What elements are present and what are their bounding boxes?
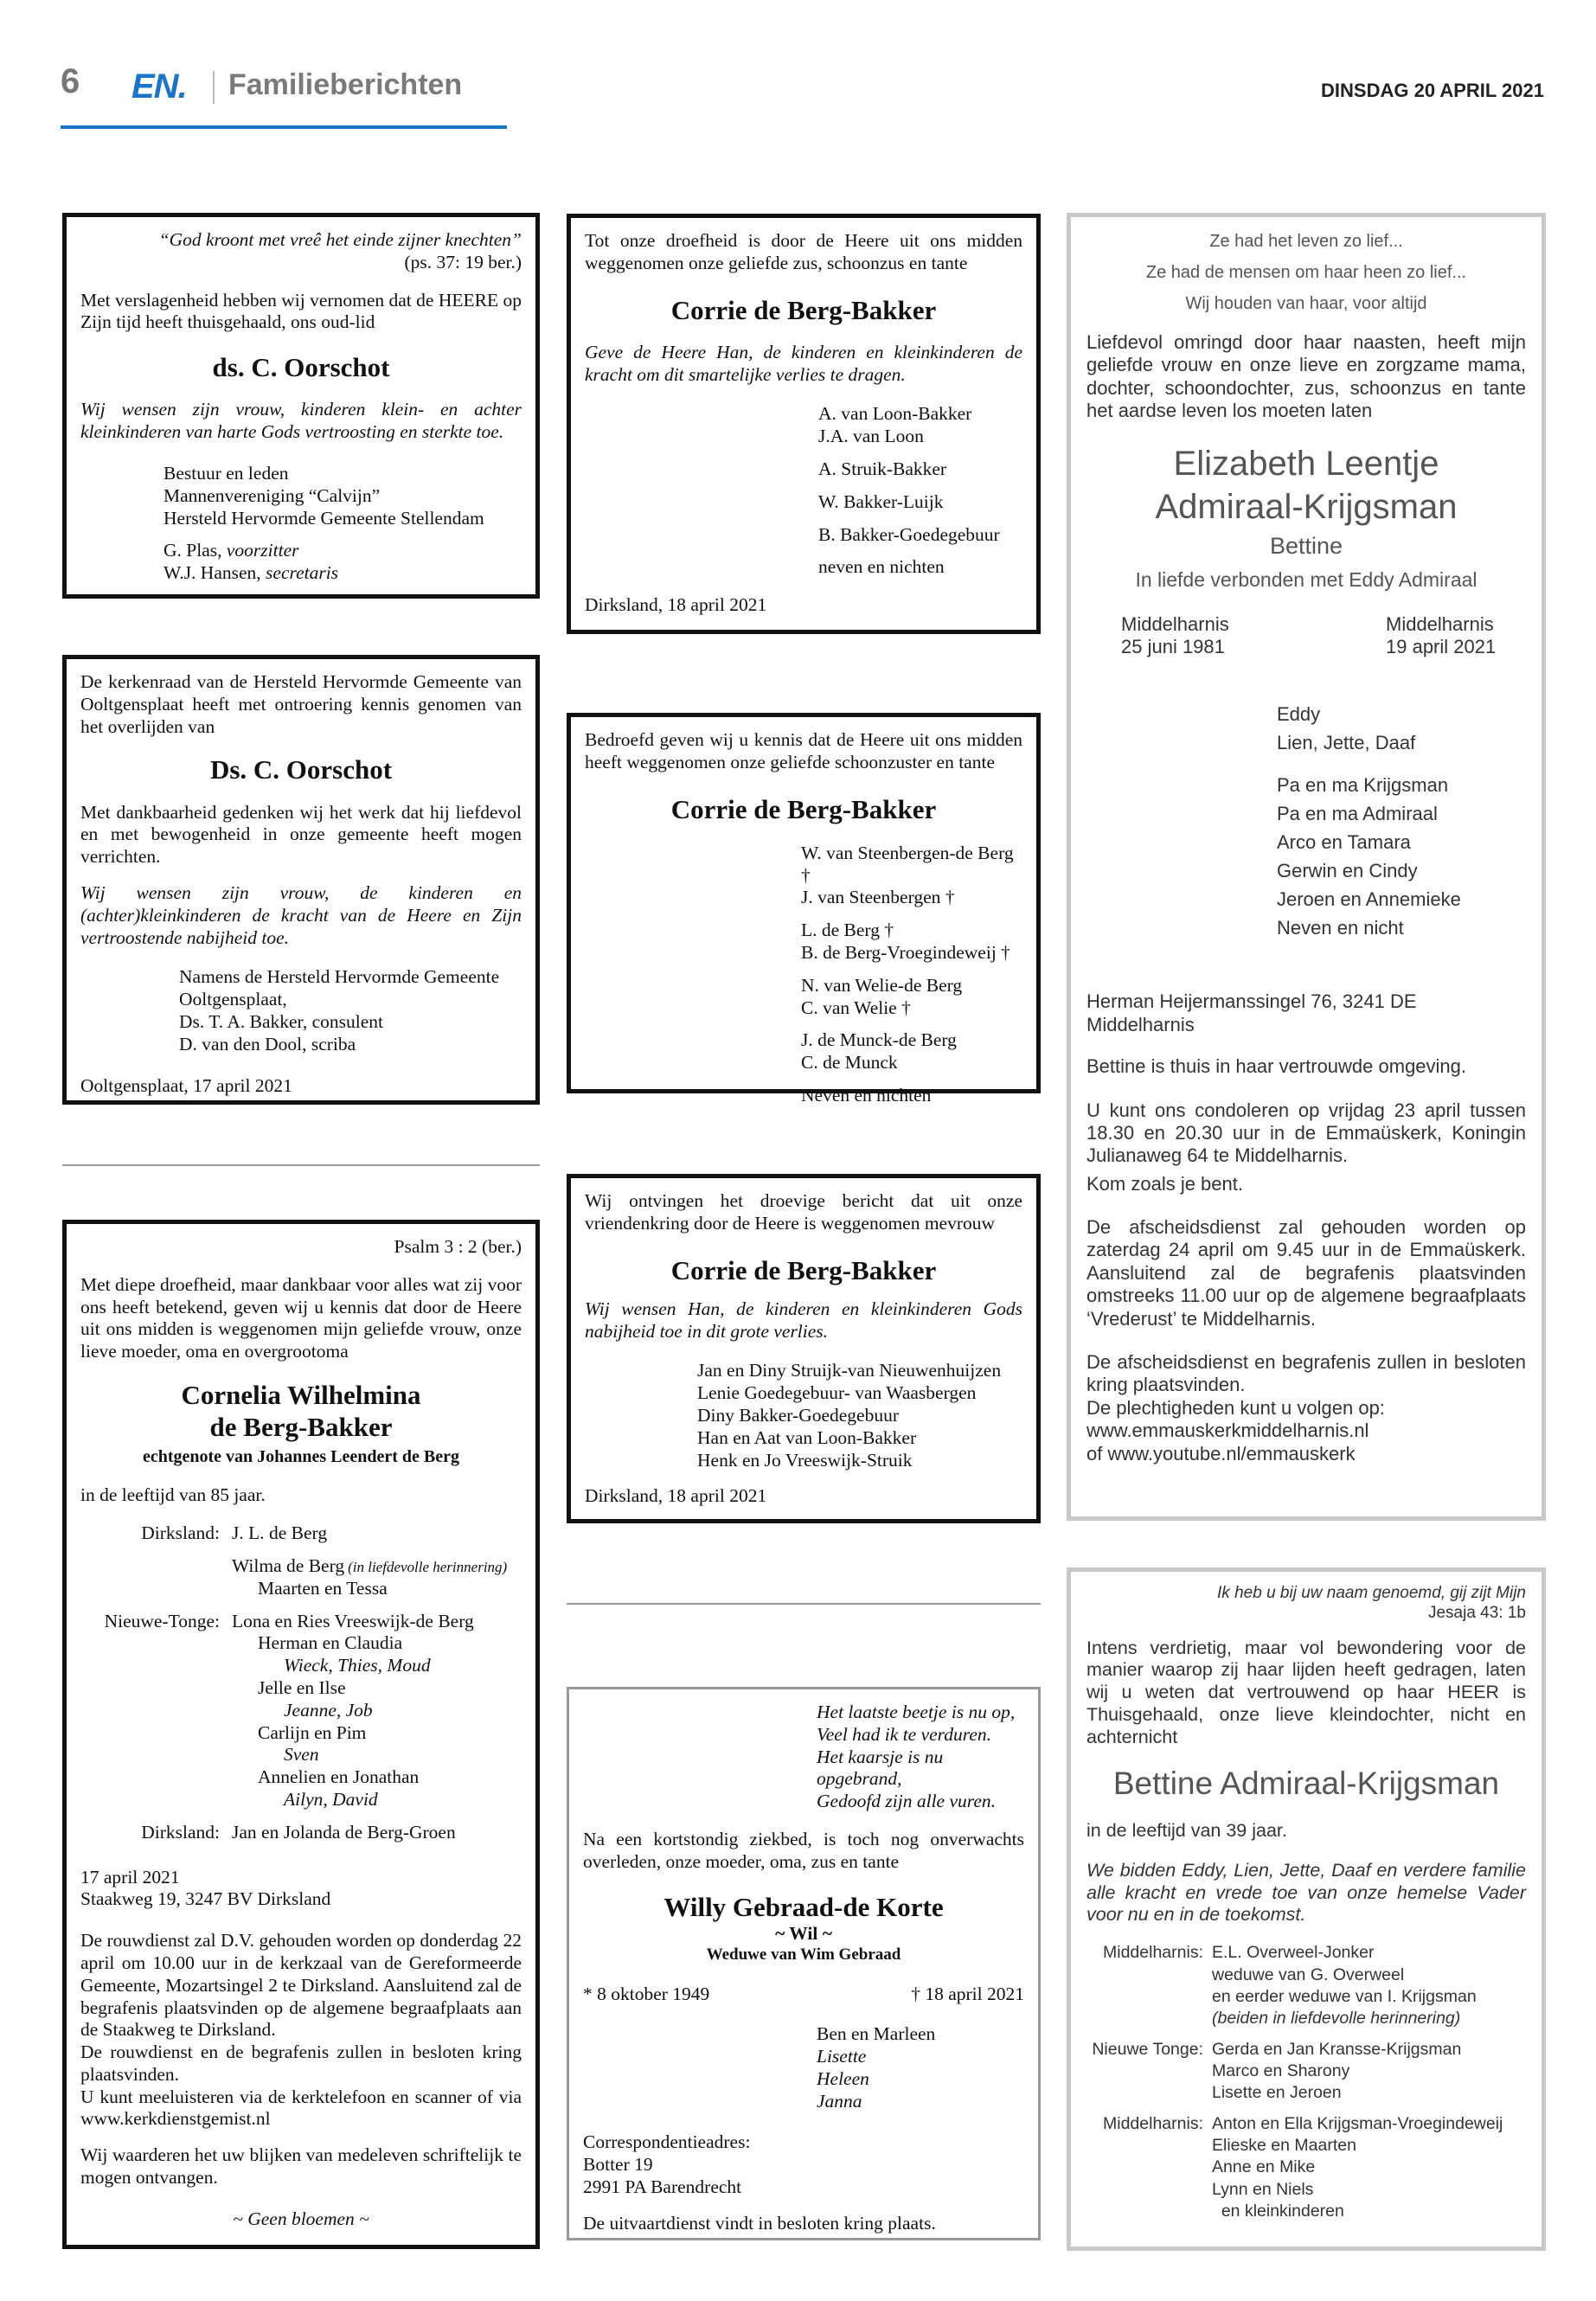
family-place [80,1789,232,1811]
notice-bettine-admiraal [1067,1567,1546,2251]
family-place [80,1555,232,1578]
family-row [1086,2157,1526,2178]
notice-intro: Met verslagenheid hebben wij vernomen dat de HEERE op Zijn tijd heeft thuisgehaald, ons oud-lid [80,289,522,333]
family-member: (beiden in liefdevolle herinnering) [1212,2009,1461,2029]
signatory-name: W.J. Hansen, [163,562,261,584]
age-line: in de leeftijd van 85 jaar. [80,1484,266,1506]
family-place [1086,1986,1212,2008]
family-member [232,1655,522,1677]
family-member-name: Lona en Ries Vreeswijk-de Berg [232,1610,474,1631]
family-row [1086,2179,1526,2201]
family-place [80,1722,232,1745]
signatory: Bestuur en leden [163,462,289,484]
family-row [80,1655,522,1677]
nickname: Bettine [1269,532,1343,559]
notice-intro: Intens verdrietig, maar vol bewondering voor de manier waarop zij haar lijden heeft gedragen, laten wij u weten dat vertrouwend op haar HEER is Thuisgehaald, onze lieve kleindochter, nicht en achternicht [1086,1637,1526,1747]
deceased-name: Bettine Admiraal-Krijgsman [1112,1765,1500,1801]
family-row [1086,1942,1526,1964]
family-member: Heleen [817,2067,869,2089]
family-member-name: Jeanne, Job [284,1699,373,1721]
family-member: Neven en nichten [801,1084,932,1106]
notice-oorschot-calvijn [62,213,540,599]
family-member-name: Ailyn, David [284,1788,378,1810]
age-line: in de leeftijd van 39 jaar. [1086,1819,1287,1841]
birth-date: 25 juni 1981 [1121,635,1225,657]
family-row [1086,2082,1526,2104]
no-flowers: ~ Geen bloemen ~ [233,2208,369,2229]
family-row [80,1522,522,1545]
family-member: E.L. Overweel-Jonker [1212,1943,1375,1963]
family-row [1086,2201,1526,2222]
motto-line: Ze had de mensen om haar heen zo lief... [1145,263,1467,282]
notice-wish: Geve de Heere Han, de kinderen en kleinkinderen de kracht om dit smartelijke verlies te dragen. [585,341,1022,385]
family-member: Diny Bakker-Goedegebuur [697,1404,900,1426]
family-place [1086,1965,1212,1986]
family-place [1086,2008,1212,2029]
notice-wish: We bidden Eddy, Lien, Jette, Daaf en verdere familie alle kracht en vrede toe van onze hemelse Vader voor nu en in de toekomst. [1086,1859,1526,1926]
family-row [1086,2061,1526,2082]
family-row [80,1766,522,1789]
notice-wish: Wij wensen zijn vrouw, de kinderen en (achter)kleinkinderen de kracht van de Heere en Zijn vertroostende nabijheid toe. [80,881,522,948]
listen-info: U kunt meeluisteren via de kerktelefoon en scanner of via www.kerkdienstgemist.nl [80,2086,522,2130]
family-member: B. de Berg-Vroegindeweij † [801,941,1010,963]
family-member: A. Struik-Bakker [818,458,947,479]
notice-date: 17 april 2021 [80,1866,180,1888]
notice-intro: De kerkenraad van de Hersteld Hervormde Gemeente van Ooltgensplaat heeft met ontroering kennis genomen van het overlijden van [80,671,522,737]
family-row [1086,2135,1526,2157]
death-place: Middelharnis [1386,612,1494,635]
header-divider [213,71,215,104]
family-row [80,1578,522,1600]
bond-line: In liefde verbonden met Eddy Admiraal [1135,567,1477,591]
family-list [585,843,1022,1107]
follow-line: De plechtigheden kunt u volgen op: [1086,1396,1385,1419]
family-member: en kleinkinderen [1212,2201,1344,2221]
poem [583,1702,1024,1813]
deceased-name: Corrie de Berg-Bakker [670,294,937,325]
signatory: Ooltgensplaat, [179,989,287,1010]
youtube-link[interactable]: of www.youtube.nl/emmauskerk [1086,1442,1356,1465]
widow-line: Weduwe van Wim Gebraad [706,1945,901,1964]
notice-quote: “God kroont met vreê het einde zijner knechten” [158,229,522,250]
signatory: D. van den Dool, scriba [179,1033,356,1054]
family-list [585,1360,1022,1471]
family-member [232,1522,522,1545]
motto-line: Ze had het leven zo lief... [1209,232,1403,251]
family-member: Gerwin en Cindy [1277,860,1418,882]
page-number: 6 [61,62,80,100]
family-member: Jan en Diny Struijk-van Nieuwenhuijzen [697,1360,1002,1381]
notice-wish: Wij wensen Han, de kinderen en kleinkinderen Gods nabijheid toe in dit grote verlies. [585,1298,1022,1342]
family-list [585,403,1022,579]
deceased-name: ds. C. Oorschot [212,352,390,383]
deceased-name: Corrie de Berg-Bakker [670,793,937,824]
death-date: 19 april 2021 [1386,635,1497,657]
family-place [80,1655,232,1677]
family-place [80,1578,232,1600]
family-member: en eerder weduwe van I. Krijgsman [1212,1986,1477,2006]
service-info: De afscheidsdienst zal gehouden worden op zaterdag 24 april om 9.45 uur in de Emmaüskerk. Aansluitend zal de begrafenis plaatsvinden omstreeks 11.00 uur op de algemene begraafplaats ‘Vrederust’ te Middelharnis. [1086,1216,1526,1330]
family-place: Middelharnis: [1103,1943,1203,1963]
family-member [232,1744,522,1766]
family-row [80,1677,522,1700]
poem-line: Het laatste beetje is nu op, [817,1702,1016,1722]
family-place [1086,2157,1212,2178]
family-member: Ben en Marleen [817,2023,936,2045]
family-row [80,1700,522,1722]
column-separator [62,1164,540,1166]
deceased-name: Cornelia Wilhelmina [181,1379,421,1410]
home-address: Herman Heijermanssingel 76, 3241 DE Middelharnis [1086,990,1417,1035]
family-member: Anne en Mike [1212,2157,1316,2177]
family-member: neven en nichten [818,556,945,578]
family-member: J.A. van Loon [818,426,924,447]
nickname: ~ Wil ~ [775,1922,832,1944]
family-member: Lisette [817,2045,867,2067]
family-member-name: Sven [284,1744,319,1766]
family-row [80,1632,522,1655]
notice-quote: Ik heb u bij uw naam genoemd, gij zijt Mijn [1217,1584,1526,1602]
family-row [80,1744,522,1766]
column-separator [567,1603,1041,1605]
family-note: (in liefdevolle herinnering) [348,1558,508,1575]
deceased-name: Corrie de Berg-Bakker [670,1254,937,1285]
place-date: Ooltgensplaat, 17 april 2021 [80,1074,292,1096]
notice-wish: Wij wensen zijn vrouw, kinderen klein- en achter kleinkinderen van harte Gods vertroosting en sterkte toe. [80,399,522,443]
come-as-you-are: Kom zoals je bent. [1086,1172,1243,1195]
family-list [1086,700,1526,942]
family-member: Lenie Goedegebuur- van Waasbergen [697,1382,977,1404]
family-place [1086,2082,1212,2104]
notice-oorschot-kerkenraad [62,655,540,1105]
family-row [80,1789,522,1811]
family-member [232,1632,522,1655]
family-member: W. van Steenbergen-de Berg † [801,842,1014,886]
spouse-line: echtgenote van Johannes Leendert de Berg [142,1447,460,1467]
family-member: Han en Aat van Loon-Bakker [697,1426,917,1448]
issue-date: DINSDAG 20 APRIL 2021 [1321,80,1544,101]
family-member [232,1611,522,1633]
family-list [583,2023,1024,2112]
family-row [1086,1965,1526,1986]
family-member: Arco en Tamara [1277,831,1411,854]
notice-quote-ref: (ps. 37: 19 ber.) [404,251,522,272]
family-member [232,1700,522,1722]
motto-line: Wij houden van haar, voor altijd [1185,294,1427,313]
notice-intro: Bedroefd geven wij u kennis dat de Heere uit ons midden heeft weggenomen onze geliefde schoonzuster en tante [585,729,1022,772]
family-member: Neven en nicht [1277,917,1404,939]
family-member: B. Bakker-Goedegebuur [818,523,1000,545]
family-list [1086,1942,1526,2222]
deceased-name: Elizabeth Leentje [1173,444,1439,483]
family-member: Lynn en Niels [1212,2179,1314,2199]
family-row [80,1555,522,1578]
deceased-name: Admiraal-Krijgsman [1155,487,1458,526]
family-place: Nieuwe-Tonge: [104,1610,220,1631]
family-row [1086,1986,1526,2008]
signatory: Namens de Hersteld Hervormde Gemeente [179,966,500,988]
signatory-role: voorzitter [226,540,299,561]
family-place [1086,2135,1212,2157]
family-row [1086,2039,1526,2061]
notice-intro: Na een kortstondig ziekbed, is toch nog onverwachts overleden, onze moeder, oma, zus en tante [583,1828,1024,1872]
family-member [232,1822,522,1844]
signatory-name: G. Plas, [163,540,222,561]
family-member: C. de Munck [801,1052,898,1074]
family-row [80,1722,522,1745]
poem-line: Veel had ik te verduren. [817,1723,991,1745]
notice-psalm: Psalm 3 : 2 (ber.) [394,1236,522,1257]
family-member [232,1677,522,1700]
family-member: W. Bakker-Luijk [818,490,944,512]
family-member-name: Wilma de Berg [232,1554,345,1576]
birth-date: * 8 oktober 1949 [583,1984,710,2005]
place-date: Dirksland, 18 april 2021 [585,594,767,616]
family-member: Janna [817,2090,862,2112]
family-member: N. van Welie-de Berg [801,974,963,996]
family-member-name: Jelle en Ilse [258,1676,346,1698]
signatory: Mannenvereniging “Calvijn” [163,484,381,506]
notice-intro: Wij ontvingen het droevige bericht dat uit onze vriendenkring door de Heere is weggenomen mevrouw [585,1190,1022,1234]
signatory-role: secretaris [266,562,339,584]
family-member: Marco en Sharony [1212,2061,1350,2080]
family-member: Lien, Jette, Daaf [1277,732,1416,754]
family-place [80,1632,232,1655]
condolence-info: U kunt ons condoleren op vrijdag 23 april tussen 18.30 en 20.30 uur in de Emmaüskerk, Koningin Julianaweg 64 te Middelharnis. [1086,1099,1526,1167]
header-rule [61,125,507,129]
correspondence-address: Botter 19 [583,2154,653,2176]
family-member-name: Herman en Claudia [258,1632,403,1654]
closed-circle: De afscheidsdienst en begrafenis zullen in besloten kring plaatsvinden. [1086,1351,1526,1396]
family-place [80,1744,232,1766]
deceased-name: Willy Gebraad-de Korte [663,1891,944,1922]
family-member [232,1766,522,1789]
family-member [232,1578,522,1600]
family-place: Dirksland: [141,1522,220,1544]
family-place [1086,2061,1212,2082]
family-member-name: Carlijn en Pim [258,1721,367,1743]
family-row [1086,2113,1526,2135]
family-member: Anton en Ella Krijgsman-Vroegindeweij [1212,2113,1503,2133]
family-member-name: Wieck, Thies, Moud [284,1655,431,1676]
family-place: Dirksland: [141,1821,220,1843]
notice-corrie-3 [567,1174,1041,1523]
family-member: Pa en ma Krijgsman [1277,774,1449,797]
birth-place: Middelharnis [1121,612,1229,635]
notice-intro: Met diepe droefheid, maar dankbaar voor alles wat zij voor ons heeft betekend, geven wij u kennis dat door de Heere uit ons midden is weggenomen mijn geliefde vrouw, onze lieve moeder, oma en overgrootoma [80,1273,522,1362]
notice-corrie-2 [567,713,1041,1106]
family-member-name: J. L. de Berg [232,1522,328,1544]
family-row [80,1611,522,1633]
family-member: Jeroen en Annemieke [1277,888,1461,911]
correspondence-label: Correspondentieadres: [583,2131,751,2153]
section-title: Familieberichten [228,68,463,101]
family-member: Henk en Jo Vreeswijk-Struik [697,1449,913,1471]
deceased-name: Ds. C. Oorschot [209,754,393,785]
family-member: Pa en ma Admiraal [1277,803,1438,825]
signatory: Hersteld Hervormde Gemeente Stellendam [163,507,484,529]
family-member: L. de Berg † [801,920,894,941]
family-member [232,1789,522,1811]
thanks-line: Wij waarderen het uw blijken van medeleven schriftelijk te mogen ontvangen. [80,2144,522,2189]
place-date: Dirksland, 18 april 2021 [585,1485,767,1507]
notice-address: Staakweg 19, 3247 BV Dirksland [80,1888,331,1910]
notice-willy-gebraad [567,1687,1041,2240]
family-member: Gerda en Jan Kransse-Krijgsman [1212,2039,1462,2059]
family-place [80,1700,232,1722]
notice-elizabeth-admiraal [1067,213,1546,1521]
notice-quote-ref: Jesaja 43: 1b [1427,1603,1526,1622]
notice-corrie-1 [567,214,1041,634]
family-row [80,1822,522,1844]
family-member-name: Jan en Jolanda de Berg-Groen [232,1821,456,1843]
family-place [1086,2201,1212,2222]
family-member: Lisette en Jeroen [1212,2083,1342,2103]
death-date: † 18 april 2021 [911,1984,1024,2005]
website-link[interactable]: www.emmauskerkmiddelharnis.nl [1086,1420,1369,1442]
notice-cornelia-de-berg [62,1220,540,2249]
poem-line: Gedoofd zijn alle vuren. [817,1791,997,1812]
family-row [1086,2008,1526,2029]
family-member: J. de Munck-de Berg [801,1029,957,1051]
family-place: Middelharnis: [1103,2113,1203,2133]
family-member: C. van Welie † [801,997,911,1018]
family-list [80,1522,522,1843]
family-member: Eddy [1277,703,1321,726]
family-member: J. van Steenbergen † [801,887,955,908]
family-place [80,1677,232,1700]
closing-line: De uitvaartdienst vindt in besloten kring plaats. [583,2212,936,2234]
notice-intro: Liefdevol omringd door haar naasten, heeft mijn geliefde vrouw en onze lieve en zorgzame mama, dochter, schoondochter, zus, schoonzus en tante het aardse leven los moeten laten [1086,331,1526,422]
correspondence-address: 2991 PA Barendrecht [583,2176,742,2197]
notice-intro: Tot onze droefheid is door de Heere uit ons midden weggenomen onze geliefde zus, schoonzus en tante [585,230,1022,273]
family-place [1086,2179,1212,2201]
family-place: Nieuwe Tonge: [1092,2039,1203,2059]
family-member: A. van Loon-Bakker [818,403,972,425]
deceased-name: de Berg-Bakker [209,1412,393,1443]
home-line: Bettine is thuis in haar vertrouwde omgeving. [1086,1055,1467,1078]
family-member-name: Maarten en Tessa [258,1577,388,1599]
family-member-name: Annelien en Jonathan [258,1766,420,1788]
family-member [232,1722,522,1745]
service-info: De rouwdienst zal D.V. gehouden worden op donderdag 22 april om 10.00 uur in de kerkzaal van de Gereformeerde Gemeente, Mozartsingel 2 te Dirksland. Aansluitend zal de begrafenis plaatsvinden op de algemene begraafplaats aan de Staakweg te Dirksland. [80,1930,522,2041]
signatory: Ds. T. A. Bakker, consulent [179,1010,384,1032]
family-place [80,1766,232,1789]
family-member [232,1555,522,1578]
closed-circle: De rouwdienst en de begrafenis zullen in besloten kring plaatsvinden. [80,2041,522,2085]
newspaper-logo: EN. [131,67,187,106]
family-member: Elieske en Maarten [1212,2135,1356,2155]
family-member: weduwe van G. Overweel [1212,1965,1405,1984]
notice-text: Met dankbaarheid gedenken wij het werk dat hij liefdevol en met bewogenheid in onze gemeente heeft mogen verrichten. [80,801,522,868]
poem-line: Het kaarsje is nu opgebrand, [817,1746,944,1790]
